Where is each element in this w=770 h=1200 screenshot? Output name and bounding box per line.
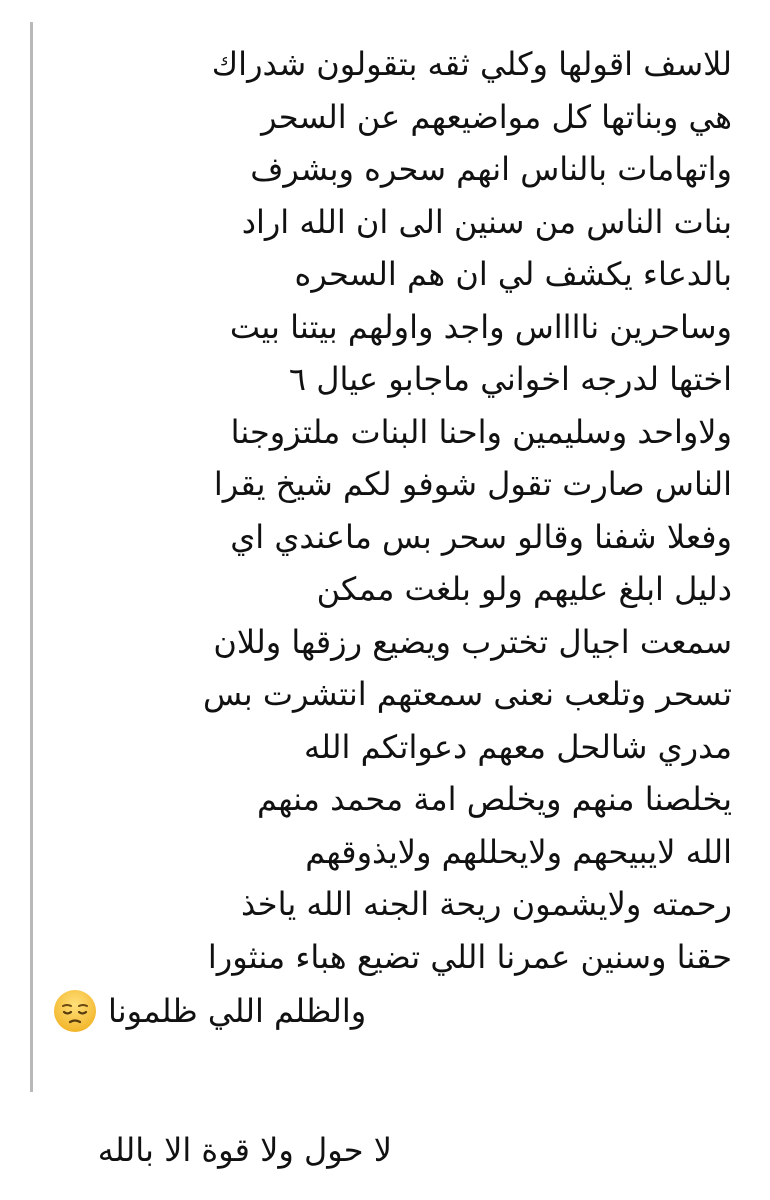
pensive-face-emoji-icon	[52, 988, 98, 1034]
post-line: هي وبناتها كل مواضيعهم عن السحر	[261, 97, 732, 136]
post-line: الله لايبيحهم ولايحللهم ولايذوقهم	[305, 832, 732, 871]
post-line: حقنا وسنين عمرنا اللي تضيع هباء منثورا	[207, 937, 732, 976]
post-line: وساحرين نااااس واجد واولهم بيتنا بيت	[229, 307, 732, 346]
post-last-line	[52, 985, 732, 1037]
comment-text: لا حول ولا قوة الا بالله	[97, 1131, 392, 1169]
post-line: سمعت اجيال تخترب ويضيع رزقها وللان	[213, 622, 732, 661]
post-line: اختها لدرجه اخواني ماجابو عيال ٦	[288, 360, 732, 398]
post-line: وفعلا شفنا وقالو سحر بس ماعندي اي	[230, 517, 732, 556]
post-line: مدري شالحل معهم دعواتكم الله	[304, 727, 732, 766]
post-line: بالدعاء يكشف لي ان هم السحره	[294, 255, 732, 293]
post-line: واتهامات بالناس انهم سحره وبشرف	[250, 150, 732, 188]
pensive-face-icon	[52, 988, 98, 1034]
post-line: بنات الناس من سنين الى ان الله اراد	[241, 202, 732, 241]
post-line: الناس صارت تقول شوفو لكم شيخ يقرا	[213, 465, 732, 503]
quote-bar	[30, 22, 33, 1092]
post-line: يخلصنا منهم ويخلص امة محمد منهم	[257, 780, 732, 818]
post-line: رحمته ولايشمون ريحة الجنه الله ياخذ	[241, 885, 732, 923]
post-line: ولاواحد وسليمين واحنا البنات ملتزوجنا	[230, 412, 732, 451]
post-line: للاسف اقولها وكلي ثقه بتقولون شدراك	[211, 45, 732, 83]
post-line: والظلم اللي ظلمونا	[108, 991, 367, 1030]
post-line: تسحر وتلعب نعنى سمعتهم انتشرت بس	[202, 675, 732, 713]
post-line: دليل ابلغ عليهم ولو بلغت ممكن	[316, 570, 732, 608]
quoted-post	[52, 38, 732, 1037]
